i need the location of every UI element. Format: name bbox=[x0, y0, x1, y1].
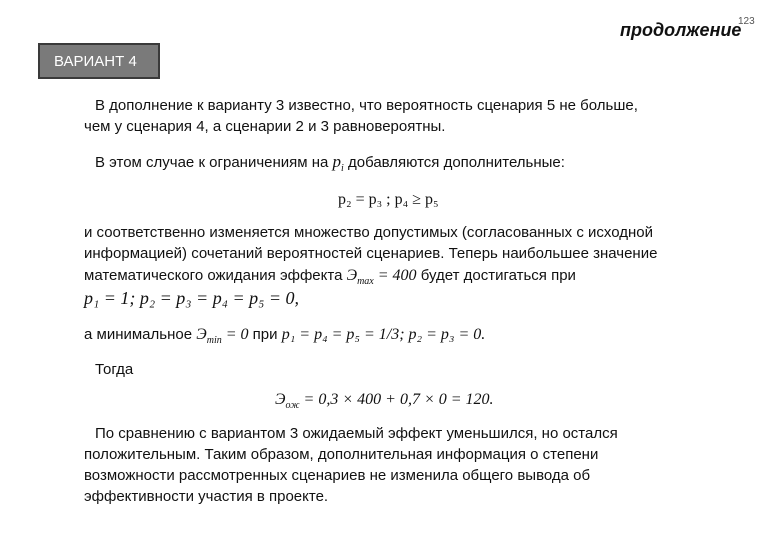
variable-p: p bbox=[332, 152, 342, 171]
effect-min-symbol: Э bbox=[196, 326, 207, 343]
expected-effect-formula bbox=[275, 390, 494, 410]
variant-label: ВАРИАНТ 4 bbox=[54, 52, 137, 70]
effect-max-symbol: Э bbox=[346, 267, 358, 284]
paragraph-3-line-3-suffix: будет достигаться при bbox=[416, 267, 576, 284]
paragraph-3-line-3-prefix: математического ожидания эффекта bbox=[84, 267, 347, 284]
effect-min-value: = 0 bbox=[221, 326, 249, 343]
paragraph-3-line-1: и соответственно изменяется множество допустимых (согласованных с исходной bbox=[84, 224, 653, 241]
min-prefix: а минимальное bbox=[84, 326, 197, 343]
expected-effect-value: = 0,3 × 400 + 0,7 × 0 = 120. bbox=[299, 391, 494, 408]
paragraph-1-line-2: чем у сценария 4, а сценарии 2 и 3 равновероятны. bbox=[84, 118, 446, 135]
variant-header bbox=[38, 43, 160, 79]
min-line bbox=[84, 325, 485, 345]
expected-effect-subscript: ож bbox=[285, 400, 300, 412]
conclusion-line-2: положительным. Таким образом, дополнительная информация о степени bbox=[84, 446, 599, 463]
effect-min-subscript: min bbox=[206, 335, 222, 346]
effect-max-subscript: max bbox=[357, 276, 374, 287]
effect-max-value: = 400 bbox=[373, 267, 417, 284]
paragraph-3-line-3 bbox=[84, 266, 576, 286]
paragraph-2-suffix: добавляются дополнительные: bbox=[343, 154, 565, 171]
conclusion-line-1: По сравнению с вариантом 3 ожидаемый эффект уменьшился, но остался bbox=[95, 425, 618, 442]
paragraph-1-line-1: В дополнение к варианту 3 известно, что вероятность сценария 5 не больше, bbox=[95, 97, 638, 114]
paragraph-3-line-2: информацией) сочетаний вероятностей сценариев. Теперь наибольшее значение bbox=[84, 245, 658, 262]
min-mid: при bbox=[248, 326, 282, 343]
expected-effect-symbol: Э bbox=[275, 391, 286, 408]
variable-p-subscript: i bbox=[341, 163, 344, 174]
min-probabilities-formula: p₁ = p₄ = p₅ = 1/3; p₂ = p₃ = 0. bbox=[281, 326, 486, 343]
paragraph-2 bbox=[95, 152, 565, 173]
paragraph-2-prefix: В этом случае к ограничениям на bbox=[95, 154, 333, 171]
continuation-label: продолжение bbox=[620, 20, 742, 40]
then-label: Тогда bbox=[95, 361, 134, 378]
conclusion-line-3: возможности рассмотренных сценариев не изменила общего вывода об bbox=[84, 467, 591, 484]
page-number: 123 bbox=[738, 16, 755, 27]
conclusion-line-4: эффективности участия в проекте. bbox=[84, 488, 329, 505]
max-probabilities-formula: p₁ = 1; p₂ = p₃ = p₄ = p₅ = 0, bbox=[84, 288, 300, 308]
constraint-formula: p₂ = p₃ ; p₄ ≥ p₅ bbox=[338, 191, 439, 208]
